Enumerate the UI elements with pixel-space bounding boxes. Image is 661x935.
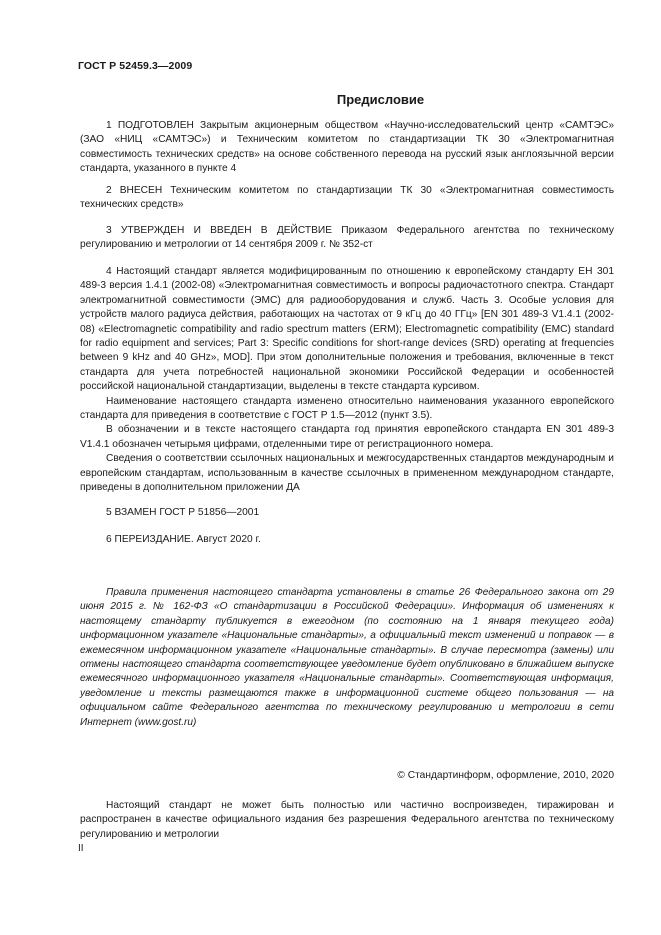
item-5-text: 5 ВЗАМЕН ГОСТ Р 51856—2001 xyxy=(106,507,260,518)
item-3 xyxy=(80,224,614,253)
reproduction-notice-text: Настоящий стандарт не может быть полностью или частично воспроизведен, тиражирован и распространен в качестве официального издания без разрешения Федерального агентства по техническому регулированию и метрологии xyxy=(80,800,614,840)
reproduction-notice xyxy=(80,799,614,842)
item-6-text: 6 ПЕРЕИЗДАНИЕ. Август 2020 г. xyxy=(106,534,261,545)
page-number: II xyxy=(78,843,84,854)
item-4-name-change: Наименование настоящего стандарта изменено относительно наименования указанного европейского стандарта для приведения в соответствие с ГОСТ Р 1.5—2012 (пункт 3.5). xyxy=(80,395,614,422)
item-3-text: 3 УТВЕРЖДЕН И ВВЕДЕН В ДЕЙСТВИЕ Приказом Федерального агентства по техническому регулированию и метрологии от 14 сентября 2009 г. № 352-ст xyxy=(80,225,614,251)
item-2-text: 2 ВНЕСЕН Техническим комитетом по стандартизации ТК 30 «Электромагнитная совместимость технических средств» xyxy=(80,185,614,211)
item-1-text: 1 ПОДГОТОВЛЕН Закрытым акционерным обществом «Научно-исследовательский центр «САМТЭС» (ЗАО «НИЦ «САМТЭС») и Техническим комитетом по стандартизации ТК 30 «Электромагнитная совместимость технических средств» на основе собственного перевода на русский язык англоязычной версии стандарта, указанного в пункте 4 xyxy=(80,120,614,175)
item-1 xyxy=(80,119,614,177)
copyright-line: © Стандартинформ, оформление, 2010, 2020 xyxy=(397,770,614,781)
item-2 xyxy=(80,184,614,213)
rules-notice-text: Правила применения настоящего стандарта установлены в статье 26 Федерального закона от 29 июня 2015 г. № 162-ФЗ «О стандартизации в Российской Федерации». Информация об изменениях к настоящему стандарту публикуется в ежегодном (по состоянию на 1 января текущего года) информационном указателе «Национальные стандарты», а официальный текст изменений и поправок — в ежемесячном информационном указателе «Национальные стандарты». В случае пересмотра (замены) или отмены настоящего стандарта соответствующее уведомление будет опубликовано в ближайшем выпуске ежемесячного информационного указателя «Национальные стандарты». Соответствующая информация, уведомление и тексты размещаются также в информационной системе общего пользования — на официальном сайте Федерального агентства по техническому регулированию и метрологии в сети Интернет (www.gost.ru) xyxy=(80,587,614,728)
document-id-header: ГОСТ Р 52459.3—2009 xyxy=(78,60,193,72)
item-6 xyxy=(80,533,614,547)
item-5 xyxy=(80,506,614,520)
item-4-references: Сведения о соответствии ссылочных национальных и межгосударственных стандартов международным и европейским стандартам, использованным в качестве ссылочных в примененном международном стандарте, приведены в дополнительном приложении ДА xyxy=(80,453,614,494)
item-4-text: 4 Настоящий стандарт является модифицированным по отношению к европейскому стандарту ЕН 301 489-3 версия 1.4.1 (2002-08) «Электромагнитная совместимость и вопросы радиочастотного спектра. Стандарт электромагнитной совместимости (ЭМС) для радиооборудования и служб. Часть 3. Особые условия для устройств малого радиуса действия, работающих на частотах от 9 кГц до 40 ГГц» [EN 301 489-3 V1.4.1 (2002-08) «Electromagnetic compatibility and radio spectrum matters (ERM); Electromagnetic compatibility (EMC) standard for radio equipment and services; Part 3: Specific conditions for short-range devices (SRD) operating at frequencies between 9 kHz and 40 GHz», MOD]. При этом дополнительные положения и требования, включенные в текст стандарта для учета потребностей национальной экономики Российской Федерации и особенностей российской национальной стандартизации, выделены в тексте стандарта курсивом. xyxy=(80,266,614,393)
item-4-designation: В обозначении и в тексте настоящего стандарта год принятия европейского стандарта EN 301 489-3 V1.4.1 обозначен четырьмя цифрами, отделенными тире от регистрационного номера. xyxy=(80,424,614,450)
item-4 xyxy=(80,265,614,496)
page-title: Предисловие xyxy=(336,92,425,107)
rules-notice xyxy=(80,586,614,730)
